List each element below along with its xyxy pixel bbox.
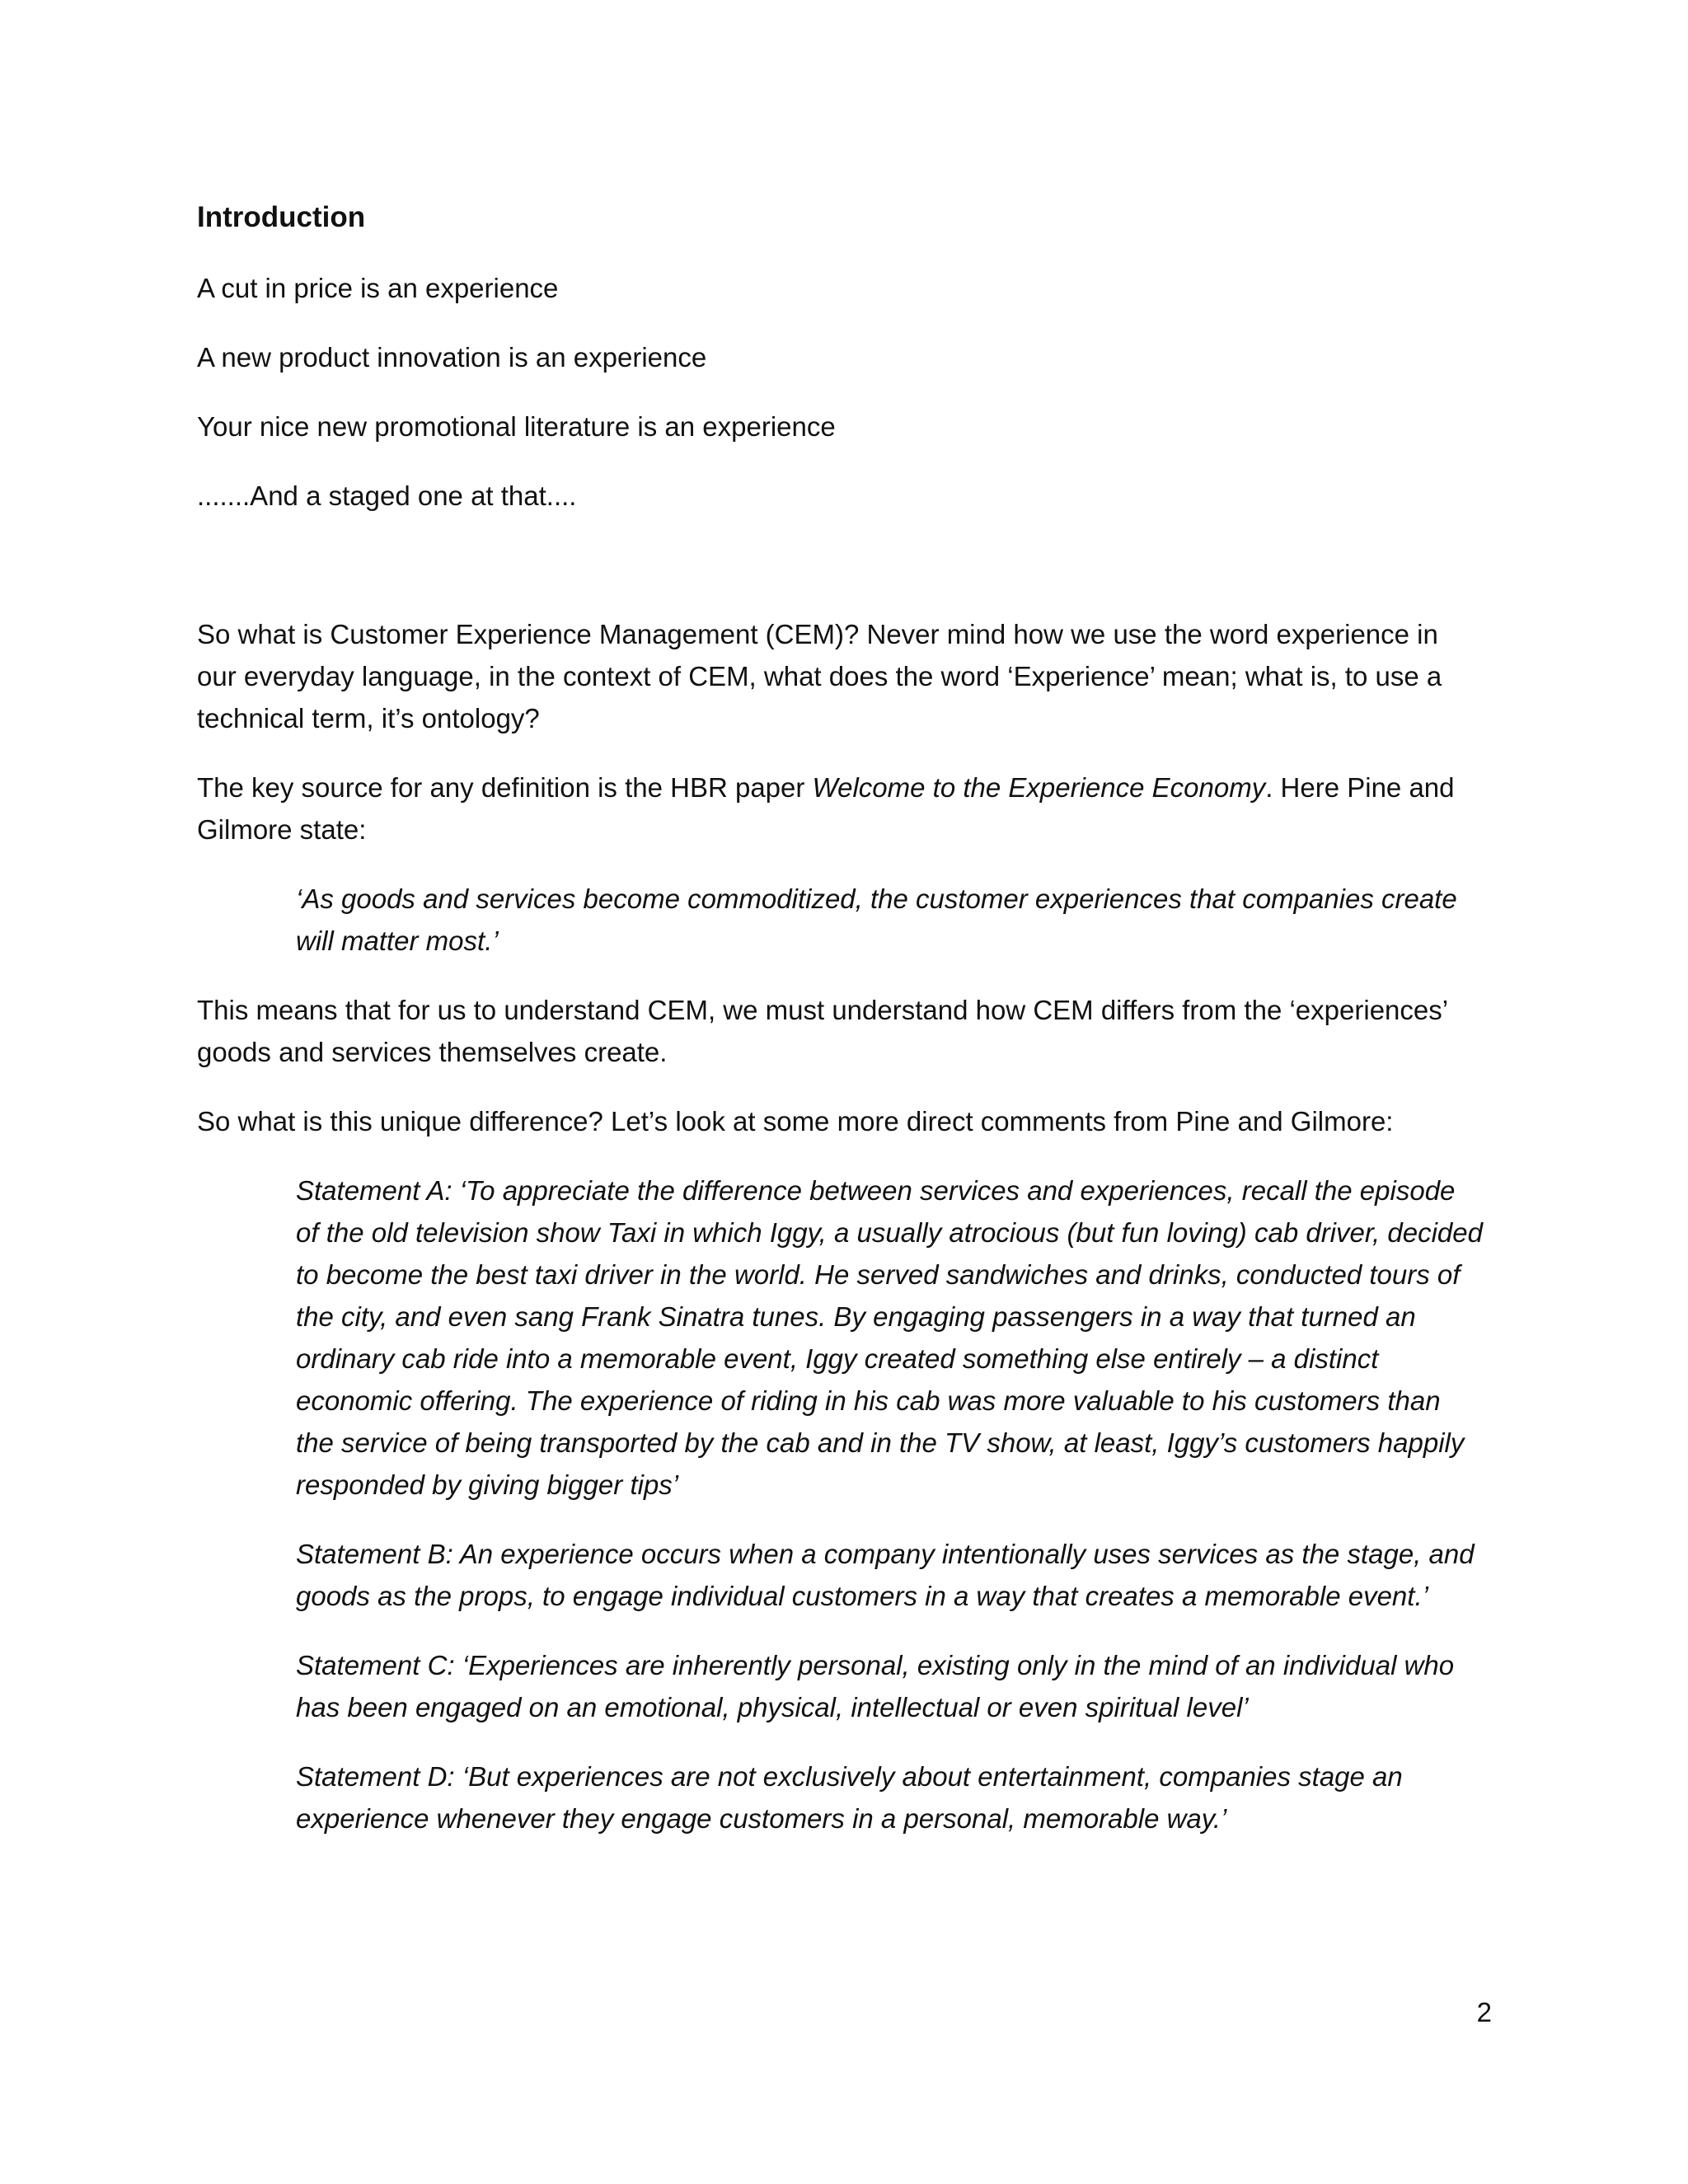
paper-title: Welcome to the Experience Economy bbox=[812, 772, 1266, 803]
intro-line-staged: .......And a staged one at that.... bbox=[197, 480, 577, 511]
paragraph-understand-cem: This means that for us to understand CEM, we must understand how CEM differs from the ‘experiences’ goods and services themselves create. bbox=[197, 995, 1447, 1067]
page-number: 2 bbox=[1476, 1997, 1492, 2027]
quote-commoditized: ‘As goods and services become commoditized, the customer experiences that companies create will matter most.’ bbox=[296, 883, 1457, 956]
section-heading: Introduction bbox=[197, 201, 366, 233]
paragraph-key-source-before: The key source for any definition is the HBR paper bbox=[197, 772, 813, 803]
paragraph-unique-difference: So what is this unique difference? Let’s look at some more direct comments from Pine and Gilmore: bbox=[197, 1106, 1394, 1137]
statement-b: Statement B: An experience occurs when a company intentionally uses services as the stage, and goods as the props, to engage individual customers in a way that creates a memorable event.’ bbox=[296, 1539, 1475, 1611]
paragraph-cem-question: So what is Customer Experience Management (CEM)? Never mind how we use the word experience in our everyday language, in the context of CEM, what does the word ‘Experience’ mean; what is, to use a technical term, it’s ontology? bbox=[197, 619, 1442, 733]
paragraph-key-source-after: . Here Pine and Gilmore state: bbox=[197, 772, 1455, 845]
statement-a: Statement A: ‘To appreciate the difference between services and experiences, recall the episode of the old television show Taxi in which Iggy, a usually atrocious (but fun loving) cab driver, decided to become the best taxi driver in the world. He served sandwiches and drinks, conducted tours of the city, and even sang Frank Sinatra tunes. By engaging passengers in a way that turned an ordinary cab ride into a memorable event, Iggy created something else entirely – a distinct economic offering. The experience of riding in his cab was more valuable to his customers than the service of being transported by the cab and in the TV show, at least, Iggy’s customers happily responded by giving bigger tips’ bbox=[296, 1175, 1483, 1500]
intro-line-innovation: A new product innovation is an experience bbox=[197, 342, 707, 373]
statement-d: Statement D: ‘But experiences are not exclusively about entertainment, companies stage an experience whenever they engage customers in a personal, memorable way.’ bbox=[296, 1761, 1403, 1834]
page-content bbox=[197, 198, 1483, 1867]
paragraph-key-source bbox=[197, 766, 1483, 851]
intro-line-literature: Your nice new promotional literature is an experience bbox=[197, 411, 836, 442]
blank-spacer bbox=[197, 544, 1483, 613]
statement-c: Statement C: ‘Experiences are inherently personal, existing only in the mind of an individual who has been engaged on an emotional, physical, intellectual or even spiritual level’ bbox=[296, 1650, 1455, 1722]
intro-line-price: A cut in price is an experience bbox=[197, 273, 559, 303]
